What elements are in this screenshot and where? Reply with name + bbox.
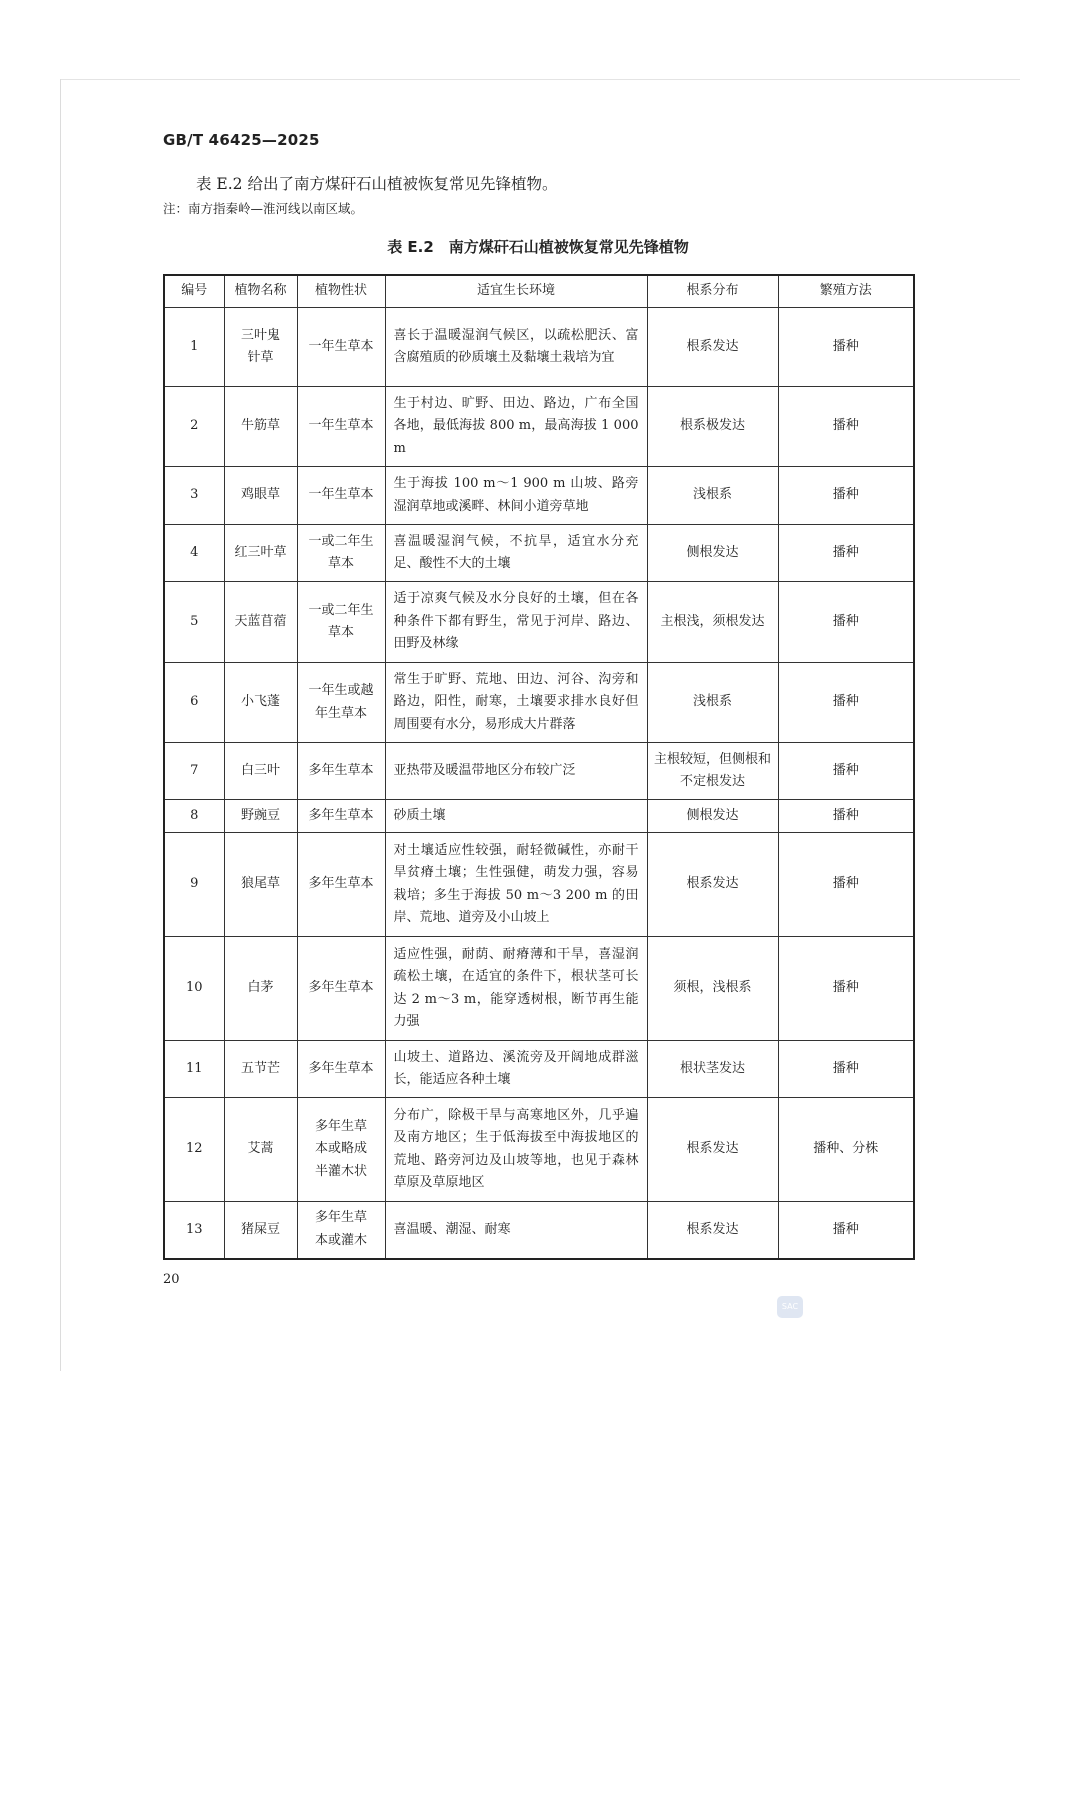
table-row — [164, 582, 914, 663]
cell-plant-name: 五节芒 — [224, 1041, 297, 1098]
page-number: 20 — [163, 1272, 180, 1287]
cell-propagation: 播种 — [778, 800, 914, 833]
cell-plant-name: 鸡眼草 — [224, 467, 297, 525]
table-row — [164, 800, 914, 833]
cell-environment: 对土壤适应性较强，耐轻微碱性，亦耐干旱贫瘠土壤；生性强健，萌发力强，容易栽培；多生于海拔 50 m～3 200 m 的田岸、荒地、道旁及小山坡上 — [385, 833, 647, 937]
cell-environment: 分布广，除极干旱与高寒地区外，几乎遍及南方地区；生于低海拔至中海拔地区的荒地、路旁河边及山坡等地，也见于森林草原及草原地区 — [385, 1098, 647, 1202]
plant-trait-text: 多年生草本或略成半灌木状 — [314, 1118, 367, 1179]
cell-plant-trait: 一年生草本 — [297, 308, 385, 387]
cell-root-system: 浅根系 — [647, 663, 778, 743]
table-title: 表 E.2 南方煤矸石山植被恢复常见先锋植物 — [387, 238, 689, 256]
cell-plant-name: 白三叶 — [224, 743, 297, 800]
cell-environment: 砂质土壤 — [385, 800, 647, 833]
cell-number: 9 — [164, 833, 224, 937]
pioneer-plants-table — [163, 274, 915, 1260]
cell-environment: 亚热带及暖温带地区分布较广泛 — [385, 743, 647, 800]
cell-number: 11 — [164, 1041, 224, 1098]
cell-environment: 生于村边、旷野、田边、路边，广布全国各地，最低海拔 800 m，最高海拔 1 000 m — [385, 387, 647, 467]
cell-root-system: 须根，浅根系 — [647, 937, 778, 1041]
cell-plant-trait: 多年生草本 — [297, 1041, 385, 1098]
page-frame-top-border — [60, 79, 1020, 80]
cell-root-system: 侧根发达 — [647, 800, 778, 833]
intro-paragraph: 表 E.2 给出了南方煤矸石山植被恢复常见先锋植物。 — [196, 175, 558, 193]
cell-propagation: 播种 — [778, 833, 914, 937]
plant-trait-text: 多年生草本或灌木 — [314, 1210, 367, 1248]
table-row — [164, 387, 914, 467]
cell-environment: 喜温暖湿润气候，不抗旱，适宜水分充足、酸性不大的土壤 — [385, 525, 647, 582]
cell-root-system: 主根浅，须根发达 — [647, 582, 778, 663]
cell-plant-name: 狼尾草 — [224, 833, 297, 937]
table-row — [164, 467, 914, 525]
cell-propagation: 播种 — [778, 467, 914, 525]
cell-environment: 山坡土、道路边、溪流旁及开阔地成群滋长，能适应各种土壤 — [385, 1041, 647, 1098]
cell-root-system: 根系发达 — [647, 833, 778, 937]
cell-number: 6 — [164, 663, 224, 743]
cell-plant-name: 红三叶草 — [224, 525, 297, 582]
cell-number: 2 — [164, 387, 224, 467]
cell-root-system: 根系发达 — [647, 1202, 778, 1259]
cell-number: 5 — [164, 582, 224, 663]
cell-plant-name: 天蓝苜蓿 — [224, 582, 297, 663]
cell-environment: 喜长于温暖湿润气候区，以疏松肥沃、富含腐殖质的砂质壤土及黏壤土栽培为宜 — [385, 308, 647, 387]
sac-watermark-logo: SAC — [777, 1296, 803, 1318]
header-number: 编号 — [164, 275, 224, 308]
cell-environment: 常生于旷野、荒地、田边、河谷、沟旁和路边，阳性，耐寒，土壤要求排水良好但周围要有水分，易形成大片群落 — [385, 663, 647, 743]
cell-number: 3 — [164, 467, 224, 525]
cell-root-system: 侧根发达 — [647, 525, 778, 582]
cell-number: 10 — [164, 937, 224, 1041]
cell-plant-name: 猪屎豆 — [224, 1202, 297, 1259]
cell-plant-trait: 多年生草本 — [297, 743, 385, 800]
cell-root-system: 主根较短，但侧根和不定根发达 — [647, 743, 778, 800]
cell-plant-name: 小飞蓬 — [224, 663, 297, 743]
cell-propagation: 播种 — [778, 582, 914, 663]
cell-root-system: 根系极发达 — [647, 387, 778, 467]
cell-number: 12 — [164, 1098, 224, 1202]
cell-environment: 适应性强，耐荫、耐瘠薄和干旱，喜湿润疏松土壤，在适宜的条件下，根状茎可长达 2 m～3 m，能穿透树根，断节再生能力强 — [385, 937, 647, 1041]
cell-plant-trait: 一年生草本 — [297, 467, 385, 525]
cell-propagation: 播种 — [778, 937, 914, 1041]
table-row — [164, 663, 914, 743]
header-plant-trait: 植物性状 — [297, 275, 385, 308]
cell-plant-name: 野豌豆 — [224, 800, 297, 833]
table-header-row — [164, 275, 914, 308]
cell-environment: 适于凉爽气候及水分良好的土壤，但在各种条件下都有野生，常见于河岸、路边、田野及林缘 — [385, 582, 647, 663]
cell-plant-trait: 一年生或越年生草本 — [297, 663, 385, 743]
table-row — [164, 833, 914, 937]
cell-propagation: 播种、分株 — [778, 1098, 914, 1202]
cell-environment: 喜温暖、潮湿、耐寒 — [385, 1202, 647, 1259]
cell-plant-trait — [297, 1098, 385, 1202]
cell-root-system: 根系发达 — [647, 308, 778, 387]
cell-propagation: 播种 — [778, 1202, 914, 1259]
header-propagation: 繁殖方法 — [778, 275, 914, 308]
cell-propagation: 播种 — [778, 1041, 914, 1098]
cell-propagation: 播种 — [778, 663, 914, 743]
cell-plant-trait: 一年生草本 — [297, 387, 385, 467]
cell-plant-trait: 多年生草本 — [297, 800, 385, 833]
cell-plant-trait — [297, 1202, 385, 1259]
table-row — [164, 308, 914, 387]
page-frame-left-border — [60, 79, 61, 1371]
cell-plant-trait: 多年生草本 — [297, 937, 385, 1041]
cell-plant-name: 艾蒿 — [224, 1098, 297, 1202]
cell-plant-name: 牛筋草 — [224, 387, 297, 467]
plant-name-text: 三叶鬼针草 — [240, 327, 280, 365]
cell-propagation: 播种 — [778, 743, 914, 800]
standard-code: GB/T 46425—2025 — [163, 131, 320, 149]
header-root-system: 根系分布 — [647, 275, 778, 308]
cell-plant-name — [224, 308, 297, 387]
cell-environment: 生于海拔 100 m～1 900 m 山坡、路旁湿润草地或溪畔、林间小道旁草地 — [385, 467, 647, 525]
table-row — [164, 525, 914, 582]
region-note: 注：南方指秦岭—淮河线以南区域。 — [163, 201, 364, 216]
cell-number: 13 — [164, 1202, 224, 1259]
cell-number: 1 — [164, 308, 224, 387]
cell-number: 8 — [164, 800, 224, 833]
cell-propagation: 播种 — [778, 387, 914, 467]
table-row — [164, 1098, 914, 1202]
cell-plant-trait: 多年生草本 — [297, 833, 385, 937]
cell-root-system: 根状茎发达 — [647, 1041, 778, 1098]
table-row — [164, 743, 914, 800]
cell-plant-name: 白茅 — [224, 937, 297, 1041]
cell-plant-trait: 一或二年生草本 — [297, 525, 385, 582]
cell-number: 4 — [164, 525, 224, 582]
cell-plant-trait: 一或二年生草本 — [297, 582, 385, 663]
header-environment: 适宜生长环境 — [385, 275, 647, 308]
table-row — [164, 1202, 914, 1259]
cell-propagation: 播种 — [778, 308, 914, 387]
cell-propagation: 播种 — [778, 525, 914, 582]
cell-root-system: 根系发达 — [647, 1098, 778, 1202]
table-row — [164, 937, 914, 1041]
cell-root-system: 浅根系 — [647, 467, 778, 525]
cell-number: 7 — [164, 743, 224, 800]
header-plant-name: 植物名称 — [224, 275, 297, 308]
table-row — [164, 1041, 914, 1098]
